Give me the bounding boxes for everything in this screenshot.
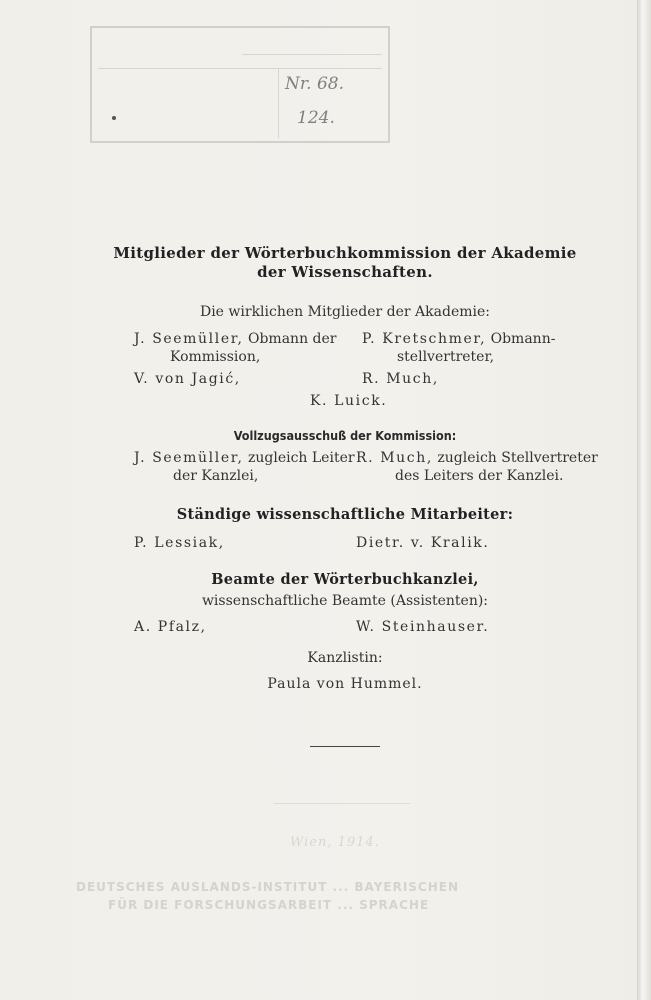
stamp-line <box>278 68 279 138</box>
member-much: R. Much, <box>362 371 439 387</box>
member-name: J. Seemüller, <box>134 450 244 466</box>
member-luick: K. Luick. <box>310 393 388 409</box>
bleed-through-text: FÜR DIE FORSCHUNGSARBEIT ... SPRACHE <box>108 898 430 912</box>
member-role: zugleich Stellvertreter <box>437 450 598 466</box>
executive-heading: Vollzugsausschuß der Kommission: <box>233 428 457 443</box>
bleed-through-text: Wien, 1914. <box>290 835 380 850</box>
executive-seemueller <box>134 450 355 466</box>
member-role-continuation: Kommission, <box>170 349 261 365</box>
page-edge-shadow <box>637 0 651 1000</box>
member-role-continuation: stellvertreter, <box>397 349 495 365</box>
member-role: Obmann der <box>247 331 337 347</box>
clerk-name: Paula von Hummel. <box>267 676 423 692</box>
member-role: Obmann- <box>490 331 556 347</box>
staff-heading: Ständige wissenschaftliche Mitarbeiter: <box>176 506 514 523</box>
officials-subheading: wissenschaftliche Beamte (Assistenten): <box>201 593 489 609</box>
library-stamp <box>90 26 390 143</box>
member-role-continuation: der Kanzlei, <box>173 468 259 484</box>
page-title-line-1: Mitglieder der Wörterbuchkommission der Akademie <box>113 244 577 262</box>
member-kretschmer <box>362 331 555 347</box>
bleed-through-rule <box>274 803 410 804</box>
ink-dot <box>112 116 116 120</box>
member-role: zugleich Leiter <box>247 450 355 466</box>
staff-lessiak: P. Lessiak, <box>134 535 225 551</box>
official-steinhauser: W. Steinhauser. <box>356 619 490 635</box>
members-intro: Die wirklichen Mitglieder der Akademie: <box>199 304 490 320</box>
staff-kralik: Dietr. v. Kralik. <box>356 535 490 551</box>
bleed-through-text: DEUTSCHES AUSLANDS-INSTITUT ... BAYERISCHEN <box>76 880 460 894</box>
closing-rule <box>310 746 380 747</box>
member-name: J. Seemüller, <box>134 331 244 347</box>
executive-much <box>356 450 598 466</box>
stamp-line <box>98 68 382 69</box>
member-name: R. Much, <box>356 450 433 466</box>
stamp-handwritten-number: Nr. 68. <box>285 74 344 94</box>
member-jagic: V. von Jagić, <box>134 371 241 387</box>
stamp-line <box>242 36 382 55</box>
stamp-handwritten-number: 124. <box>297 108 335 128</box>
member-role-continuation: des Leiters der Kanzlei. <box>395 468 564 484</box>
member-seemueller <box>134 331 336 347</box>
member-name: P. Kretschmer, <box>362 331 487 347</box>
page-title-line-2: der Wissenschaften. <box>257 263 433 281</box>
official-pfalz: A. Pfalz, <box>134 619 207 635</box>
officials-heading: Beamte der Wörterbuchkanzlei, <box>211 571 479 588</box>
clerk-heading: Kanzlistin: <box>307 650 383 666</box>
